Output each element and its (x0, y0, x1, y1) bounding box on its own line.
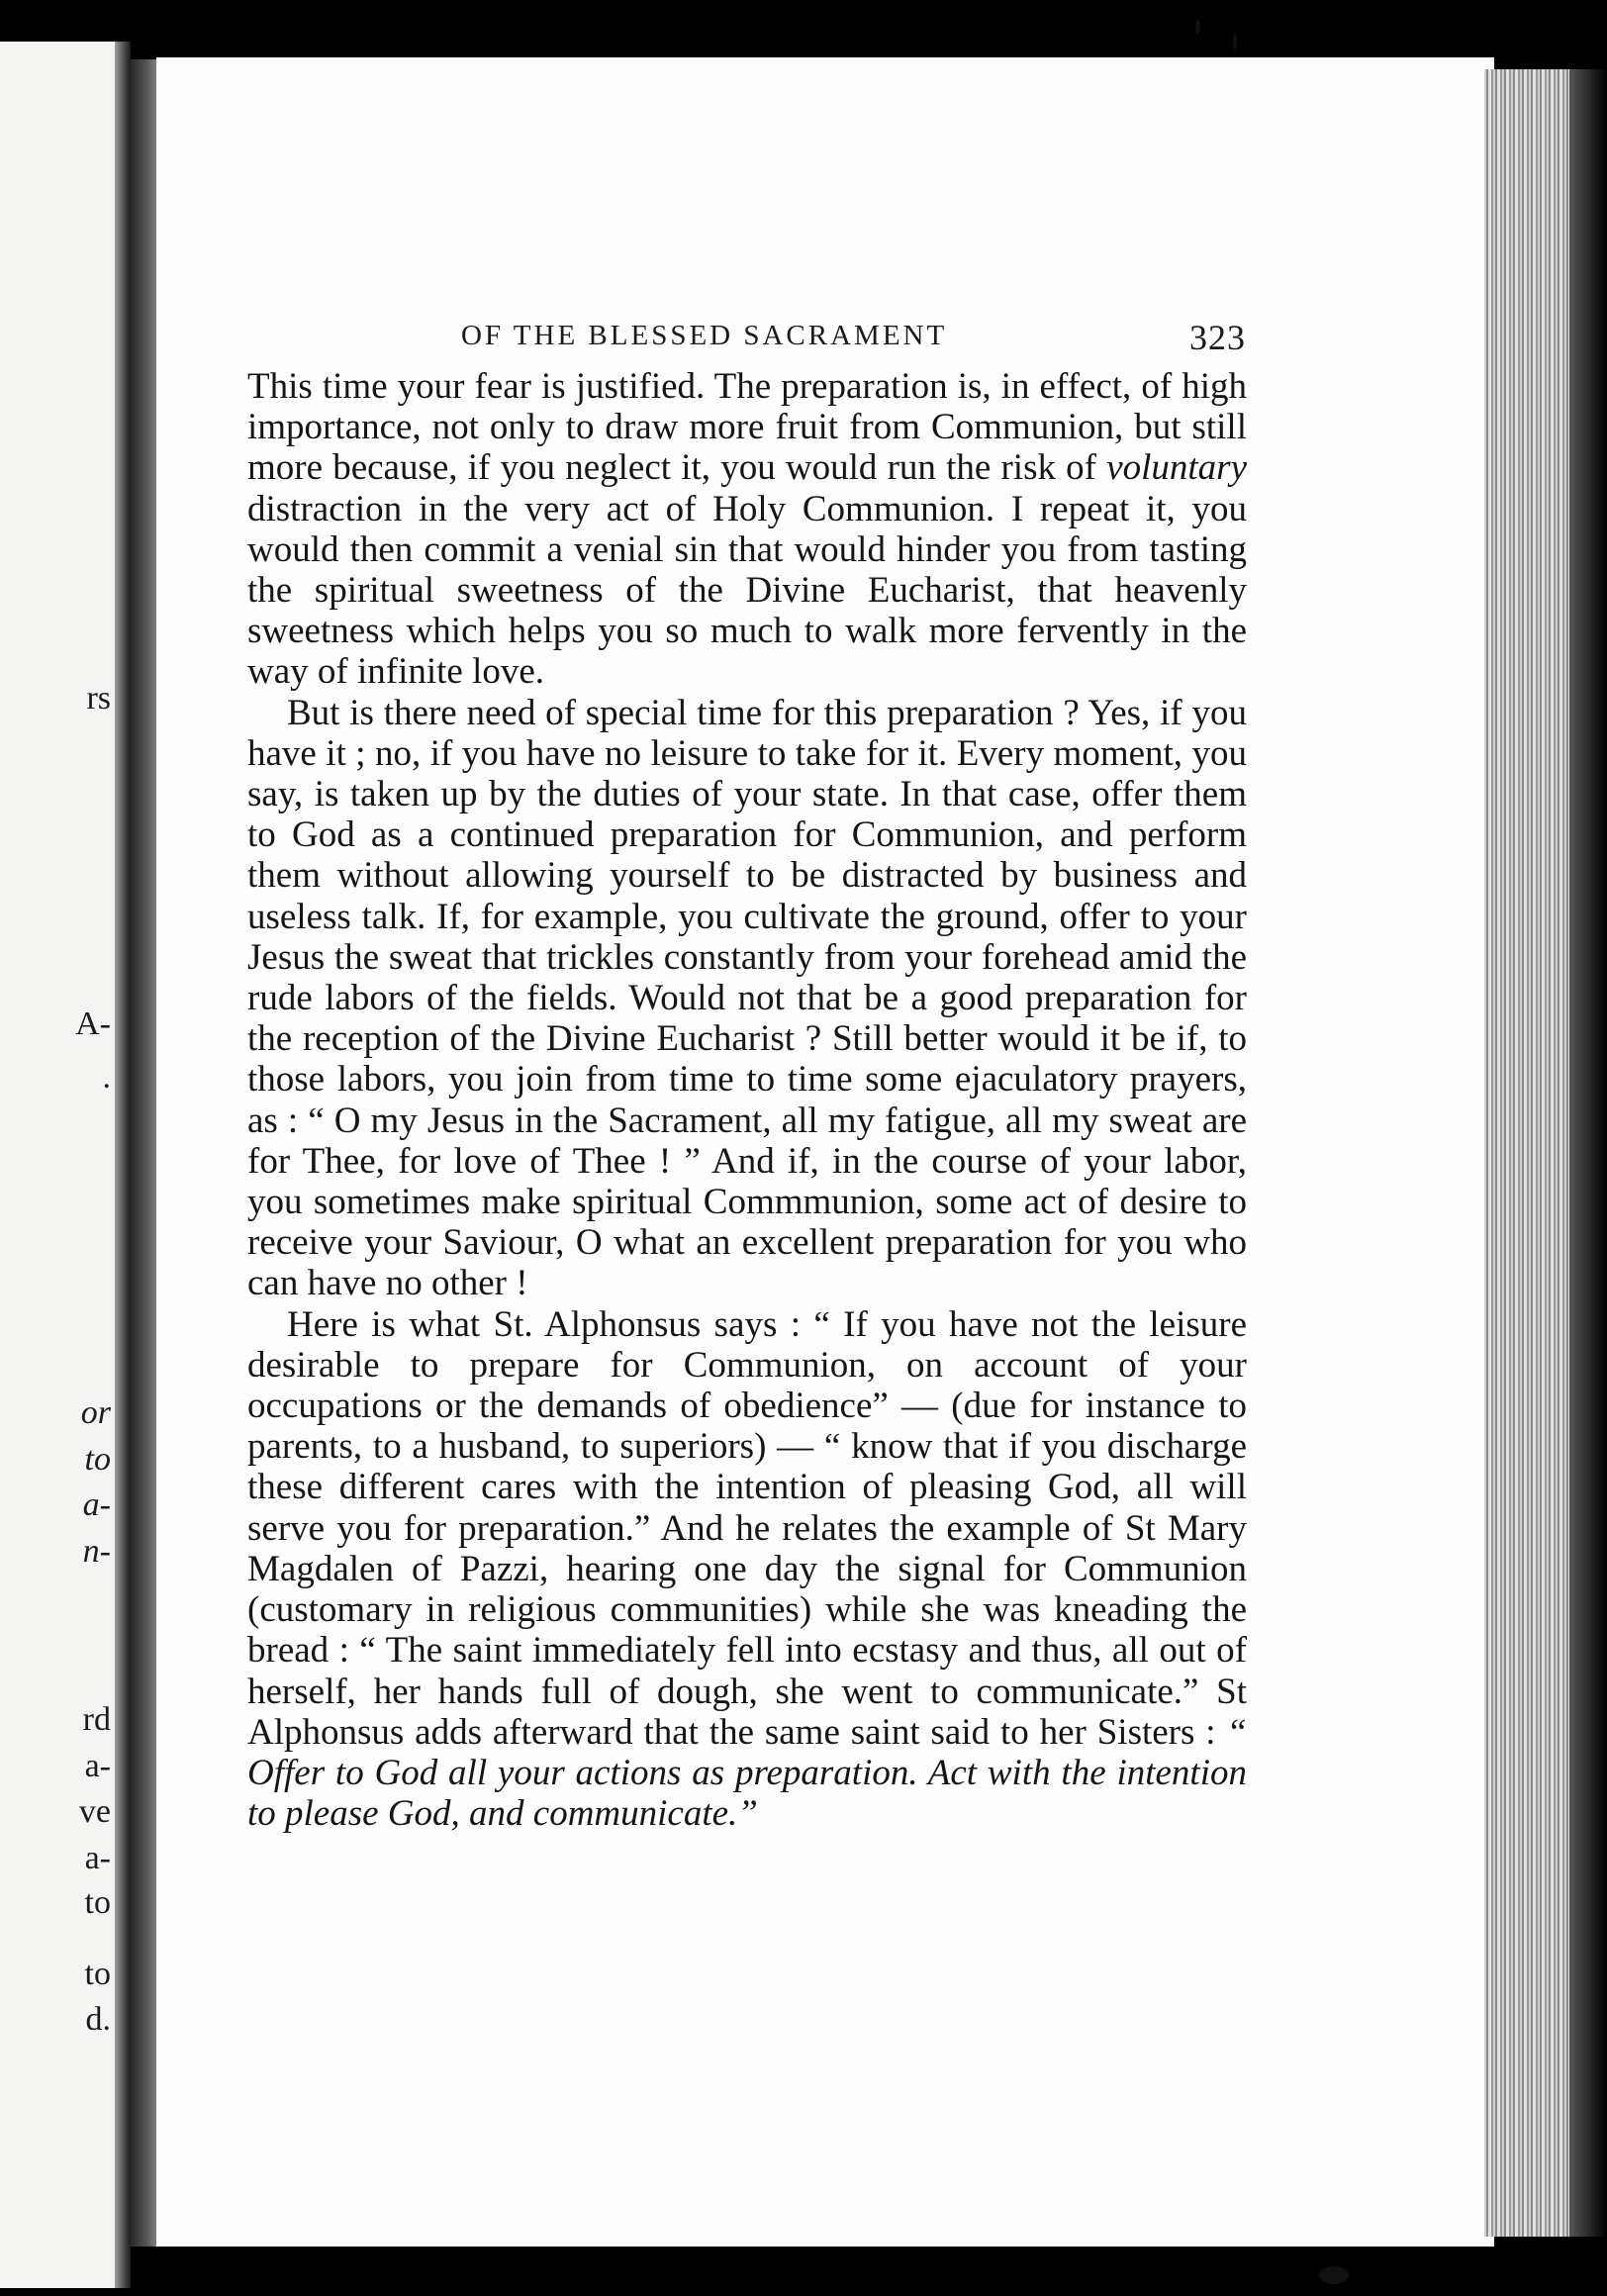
paragraph-text: Here is what St. Alphonsus says : “ If you have not the leisure desirable to prepare for Communion, on account of your occupations or the demands of obedience” — (due for instance to parents, to a husband, to superiors) — “ know that if you discharge these different cares with the intention of pleasing God, all will serve you for preparation.” And he relates the example of St Mary Magdalen of Pazzi, hearing one day the signal for Communion (customary in religious communities) while she was kneading the bread : “ The saint immediately fell into ecstasy and thus, all out of herself, her hands full of dough, she went to communicate.” St Alphonsus adds afterward that the same saint said to her Sisters : (247, 1303, 1247, 1753)
dust-speck (1233, 34, 1237, 49)
margin-fragment: . (102, 1059, 111, 1096)
margin-fragment: to (84, 1956, 111, 1992)
margin-fragment: A- (75, 1005, 111, 1042)
body-text (247, 366, 1247, 1834)
margin-fragment: a- (84, 1840, 111, 1876)
margin-fragment: or (80, 1394, 111, 1431)
paragraph-text: This time your fear is justified. The preparation is, in effect, of high importance, not only to draw more fruit from Communion, but still more because, if you neglect it, you would run the risk of (247, 366, 1247, 489)
paragraph: But is there need of special time for this preparation ? Yes, if you have it ; no, if you have no leisure to take for it. Every moment, you say, is taken up by the duties of your state. In that case, offer them to God as a continued preparation for Communion, and perform them without allowing yourself to be distracted by business and useless talk. If, for example, you cultivate the ground, offer to your Jesus the sweat that trickles constantly from your forehead amid the rude labors of the fields. Would not that be a good preparation for the reception of the Divine Eucharist ? Still better would it be if, to those labors, you join from time to time some ejaculatory prayers, as : “ O my Jesus in the Sacrament, all my fatigue, all my sweat are for Thee, for love of Thee ! ” And if, in the course of your labor, you sometimes make spiritual Commmunion, some act of desire to receive your Saviour, O what an excellent preparation for you who can have no other ! (247, 692, 1247, 1304)
running-head-title: OF THE BLESSED SACRAMENT (461, 320, 948, 351)
page-number: 323 (1189, 318, 1246, 357)
margin-fragment: ve (78, 1793, 111, 1830)
italic-emphasis: voluntary (1106, 447, 1247, 489)
dust-speck (1195, 20, 1200, 34)
book-page (156, 57, 1494, 2247)
margin-fragment: d. (85, 2001, 111, 2038)
margin-fragment: rs (86, 680, 111, 717)
paragraph (247, 1304, 1247, 1835)
margin-fragment: rd (82, 1701, 111, 1738)
margin-fragment: a- (84, 1748, 111, 1784)
dust-speck (1319, 2266, 1349, 2284)
page-stack-shadow (1569, 69, 1607, 2237)
page-stack-edges (1484, 69, 1569, 2237)
margin-fragment: to (84, 1884, 111, 1921)
margin-fragment: to (84, 1441, 111, 1478)
margin-fragment: a- (82, 1486, 111, 1523)
italic-quotation: “ Offer to God all your actions as preparation. Act with the intention to please God, and communicate.” (247, 1711, 1247, 1835)
paragraph (247, 366, 1247, 693)
paragraph-text: distraction in the very act of Holy Communion. I repeat it, you would then commit a venial sin that would hinder you from tasting the spiritual sweetness of the Divine Eucharist, that heavenly sweetness which helps you so much to walk more fervently in the way of infinite love. (247, 488, 1247, 693)
book-gutter (129, 59, 158, 2247)
margin-fragment: n- (82, 1533, 111, 1570)
